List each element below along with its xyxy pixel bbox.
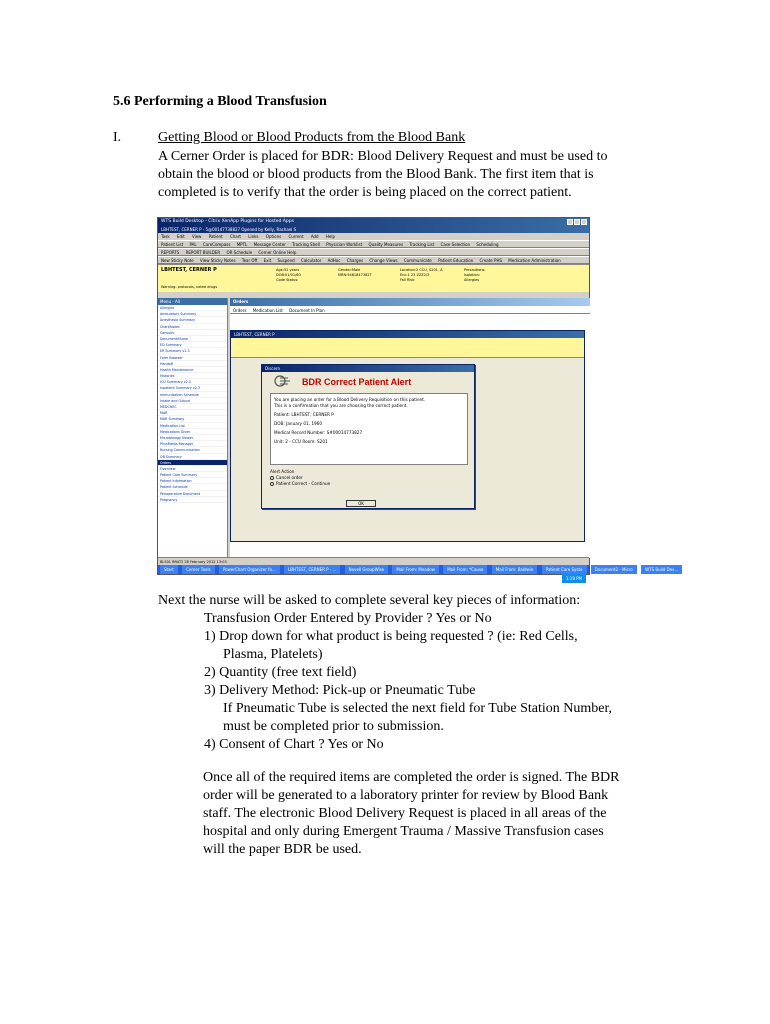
taskbar-item[interactable]: Novell GroupWise: [345, 565, 388, 574]
taskbar-item[interactable]: PowerChart Organizer fo...: [219, 565, 280, 574]
sidebar-menu-item[interactable]: MAR Summary: [158, 416, 227, 422]
alert-body: [270, 393, 468, 465]
sidebar-menu-item[interactable]: Microbiology Viewer: [158, 435, 227, 441]
sidebar-menu-item[interactable]: Allergies: [158, 305, 227, 311]
toolbar-main: [158, 240, 589, 248]
sidebar-menu-item[interactable]: Patient Information: [158, 478, 227, 484]
bdr-alert-dialog: [261, 364, 475, 509]
list-item: 1) Drop down for what product is being requested ? (ie: Red Cells,: [204, 629, 578, 644]
toolbar-quality-measures[interactable]: Quality Measures: [368, 242, 404, 247]
banner-allergies: Allergies: [464, 278, 480, 282]
sidebar-menu-item[interactable]: Document/Nurse: [158, 336, 227, 342]
sidebar-menu-item[interactable]: Medications Given: [158, 429, 227, 435]
sidebar-menu-item[interactable]: Consults: [158, 330, 227, 336]
toolbar-calculator[interactable]: Calculator: [300, 258, 322, 263]
toolbar-online-help[interactable]: Cerner Online Help: [258, 250, 297, 255]
toolbar-mptl[interactable]: MPTL: [236, 242, 248, 247]
banner-encounter: Enc:1 23 ZZZ2/3: [400, 273, 430, 277]
list-item: must be completed prior to submission.: [223, 719, 444, 734]
toolbar-tracking-shell[interactable]: Tracking Shell: [292, 242, 320, 247]
radio-icon[interactable]: [270, 482, 274, 486]
sidebar-menu-item[interactable]: PhysMedia Manager: [158, 441, 227, 447]
menu-bar: [158, 233, 589, 240]
sidebar-menu-item[interactable]: Immunization Schedule: [158, 392, 227, 398]
sidebar-menu-item[interactable]: Health Maintenance: [158, 367, 227, 373]
banner-fall-risk: Fall Risk:: [400, 278, 416, 282]
list-item: Transfusion Order Entered by Provider ? Yes or No: [204, 611, 492, 626]
toolbar-physician-worklist[interactable]: Physician Worklist: [326, 242, 363, 247]
alert-title: BDR Correct Patient Alert: [302, 377, 412, 387]
toolbar-new-sticky-note[interactable]: New Sticky Note: [161, 258, 194, 263]
menu-sidebar-header: Menu - All: [158, 298, 227, 305]
app-title-bar: LBHTEST, CERNER P - 5@00147738827 Opened by Kelly, Rachael S: [158, 226, 589, 233]
intro-line: A Cerner Order is placed for BDR: Blood Delivery Request and must be used to: [158, 149, 608, 164]
menu-task[interactable]: Task: [161, 234, 170, 239]
next-paragraph: Next the nurse will be asked to complete several key pieces of information:: [158, 593, 581, 608]
cerner-screenshot: [157, 217, 679, 581]
menu-current[interactable]: Current: [288, 234, 304, 239]
close-icon[interactable]: [581, 219, 587, 225]
status-bar: BLS01 BRAT2 28 February 2012 13:03: [158, 557, 589, 565]
sidebar-menu-item[interactable]: Form Browser: [158, 355, 227, 361]
sidebar-menu-item[interactable]: QB Summary: [158, 454, 227, 460]
menu-sidebar: [158, 298, 228, 558]
banner-isolation: Isolation:: [464, 273, 480, 277]
banner-location: Location:2 CCU, S201, A: [400, 268, 443, 272]
sidebar-menu-item[interactable]: Overview: [158, 466, 227, 472]
alert-window-title: Discern: [262, 365, 474, 372]
info-list: [204, 610, 612, 754]
menu-options[interactable]: Options: [265, 234, 282, 239]
sidebar-menu-item[interactable]: Handoff: [158, 361, 227, 367]
taskbar-item[interactable]: WTS Build Des...: [641, 565, 682, 574]
taskbar-item[interactable]: Mail From: *Cause: [443, 565, 487, 574]
banner-gender: Gender:Male: [338, 268, 361, 272]
patient-banner: [158, 264, 589, 292]
toolbar-tear-off[interactable]: Tear Off: [241, 258, 258, 263]
toolbar-carecompass[interactable]: CareCompass: [202, 242, 231, 247]
sidebar-menu-item[interactable]: Inpatient Summary v2.3: [158, 385, 227, 391]
banner-age: Age:52 years: [276, 268, 300, 272]
menu-links[interactable]: Links: [248, 234, 259, 239]
start-button[interactable]: Start: [160, 565, 178, 574]
closing-line: order will be generated to a laboratory printer for review by Blood Bank: [203, 788, 609, 803]
add-order-title: LBHTEST, CERNER P: [231, 331, 584, 338]
closing-line: staff. The electronic Blood Delivery Request is placed in all areas of the: [203, 806, 607, 821]
tab-document-in-plan[interactable]: Document In Plan: [289, 308, 325, 313]
toolbar-suspend[interactable]: Suspend: [277, 258, 295, 263]
sidebar-menu-item[interactable]: ICU Summary v2.3: [158, 379, 227, 385]
banner-dob: DOB:01/01/60: [276, 273, 301, 277]
list-item: 3) Delivery Method: Pick-up or Pneumatic Tube: [204, 683, 476, 698]
banner-col-age: [276, 268, 301, 283]
sidebar-menu-item[interactable]: Patient Care Summary: [158, 472, 227, 478]
toolbar-med-admin[interactable]: Medication Administration: [508, 258, 561, 263]
toolbar-case-selection[interactable]: Case Selection: [440, 242, 471, 247]
alert-patient: Patient: LBHTEST, CERNER P: [274, 412, 334, 417]
sidebar-menu-item[interactable]: MAR: [158, 410, 227, 416]
orders-tabs: [230, 306, 590, 314]
window-controls: [567, 219, 587, 225]
taskbar-item[interactable]: Cerner Tools: [182, 565, 215, 574]
sidebar-menu-item[interactable]: Intake and Output: [158, 398, 227, 404]
maximize-icon[interactable]: [574, 219, 580, 225]
banner-mrn: MRN:9461847382T: [338, 273, 372, 277]
menu-edit[interactable]: Edit: [176, 234, 185, 239]
taskbar-item[interactable]: Patient Care Syste: [542, 565, 587, 574]
closing-line: Once all of the required items are completed the order is signed. The BDR: [203, 770, 620, 785]
toolbar-tracking-list[interactable]: Tracking List: [409, 242, 435, 247]
toolbar-exit[interactable]: Exit: [263, 258, 272, 263]
toolbar-change-views[interactable]: Change Views: [369, 258, 398, 263]
toolbar-charges[interactable]: Charges: [346, 258, 364, 263]
ok-button[interactable]: OK: [346, 500, 376, 507]
alert-mrn: Medical Record Number: S#00014773827: [274, 430, 363, 435]
closing-line: will the paper BDR be used.: [203, 842, 362, 857]
radio-icon[interactable]: [270, 476, 274, 480]
toolbar-or-schedule[interactable]: OR Schedule: [226, 250, 253, 255]
taskbar-clock: 1:18 PM: [562, 574, 586, 583]
sidebar-menu-item[interactable]: Perioperative Document: [158, 491, 227, 497]
banner-col-location: [400, 268, 443, 283]
banner-code-status: Code Status:: [276, 278, 299, 282]
menu-patient[interactable]: Patient: [208, 234, 223, 239]
sidebar-menu-item[interactable]: Ambulatory Summary: [158, 311, 227, 317]
sidebar-menu-item[interactable]: Orders: [158, 460, 227, 466]
sidebar-menu-item[interactable]: ER Summary v2.3: [158, 348, 227, 354]
closing-line: hospital and only during Emergent Trauma / Massive Transfusion cases: [203, 824, 604, 839]
taskbar-item[interactable]: Mail From: Baldwin: [492, 565, 538, 574]
intro-line: completed is to verify that the order is being placed on the correct patient.: [158, 185, 572, 200]
discern-logo-icon: [274, 375, 292, 387]
alert-line: You are placing an order for a Blood Delivery Requisition on this patient.: [274, 397, 426, 402]
page-heading: 5.6 Performing a Blood Transfusion: [113, 94, 327, 109]
closing-paragraph: [203, 769, 620, 859]
sidebar-menu-item[interactable]: MEDCHEC: [158, 404, 227, 410]
continue-option[interactable]: [270, 481, 468, 487]
sidebar-menu-item[interactable]: ED Summary: [158, 342, 227, 348]
intro-line: obtain the blood or blood products from the Blood Bank. The first item that is: [158, 167, 594, 182]
toolbar-reports-button[interactable]: REPORTS: [161, 250, 180, 255]
alert-dob: DOB: January 01, 1960: [274, 421, 322, 426]
menu-chart[interactable]: Chart: [229, 234, 241, 239]
sidebar-menu-item[interactable]: Medication List: [158, 423, 227, 429]
add-order-banner: [231, 338, 584, 358]
toolbar-adhoc[interactable]: AdHoc: [327, 258, 341, 263]
toolbar-view-sticky-notes[interactable]: View Sticky Notes: [199, 258, 236, 263]
toolbar-patient-list[interactable]: Patient List: [161, 242, 184, 247]
toolbar-report-builder[interactable]: REPORT BUILDER: [185, 250, 221, 255]
sidebar-menu-item[interactable]: Chart/Notes: [158, 324, 227, 330]
sidebar-menu-item[interactable]: Pregnancy: [158, 497, 227, 503]
toolbar-message-center[interactable]: Message Center: [253, 242, 286, 247]
toolbar-reports: [158, 248, 589, 256]
intro-paragraph: [158, 148, 658, 202]
alert-action-group: [270, 469, 468, 497]
banner-col-gender: [338, 268, 372, 278]
list-item: 4) Consent of Chart ? Yes or No: [204, 737, 384, 752]
sidebar-menu-item[interactable]: Histories: [158, 373, 227, 379]
alert-line: This is a confirmation that you are choosing the correct patient.: [274, 403, 408, 408]
toolbar-patient-education[interactable]: Patient Education: [438, 258, 474, 263]
window-title-bar: WTS Build Desktop - Citrix XenApp Plugins for Hosted Apps: [158, 218, 589, 226]
banner-precautions: Precautions:: [464, 268, 486, 272]
taskbar-item[interactable]: Mail From: Meadow: [392, 565, 439, 574]
sidebar-menu-item[interactable]: Nursing Communication: [158, 447, 227, 453]
continue-label: Patient Correct - Continue: [276, 481, 331, 486]
tab-medication-list[interactable]: Medication List: [252, 308, 283, 313]
alert-unit: Unit: 2 - CCU Room: S201: [274, 439, 328, 444]
menu-sidebar-list: [158, 305, 227, 503]
banner-patient-name[interactable]: LBHTEST, CERNER P: [161, 267, 217, 273]
windows-taskbar: [158, 565, 679, 581]
section-number: I.: [113, 130, 122, 145]
minimize-icon[interactable]: [567, 219, 573, 225]
alert-action-label: Alert Action: [270, 469, 295, 474]
menu-help[interactable]: Help: [325, 234, 335, 239]
list-item: If Pneumatic Tube is selected the next field for Tube Station Number,: [223, 701, 613, 716]
taskbar-item[interactable]: Document2 - Micro: [591, 565, 637, 574]
banner-warning: Warning: protocols, noted drugs: [161, 285, 218, 289]
orders-header: Orders: [230, 298, 590, 306]
cancel-order-label: Cancel order: [276, 475, 303, 480]
toolbar-pal[interactable]: PAL: [189, 242, 197, 247]
menu-view[interactable]: View: [191, 234, 202, 239]
list-item: Plasma, Platelets): [223, 647, 323, 662]
sidebar-menu-item[interactable]: Anesthesia Summary: [158, 317, 227, 323]
toolbar-communicate[interactable]: Communicate: [403, 258, 432, 263]
banner-col-precautions: [464, 268, 486, 283]
toolbar-scheduling[interactable]: Scheduling: [476, 242, 499, 247]
sidebar-menu-item[interactable]: Patient Schedule: [158, 484, 227, 490]
toolbar-actions: [158, 256, 589, 264]
tab-orders[interactable]: Orders: [233, 308, 247, 313]
toolbar-create-phs[interactable]: Create PHS: [479, 258, 502, 263]
list-item: 2) Quantity (free text field): [204, 665, 357, 680]
taskbar-item[interactable]: LBHTEST, CERNER P - ...: [284, 565, 340, 574]
section-title: Getting Blood or Blood Products from the Blood Bank: [158, 130, 466, 145]
menu-add[interactable]: Add: [310, 234, 319, 239]
